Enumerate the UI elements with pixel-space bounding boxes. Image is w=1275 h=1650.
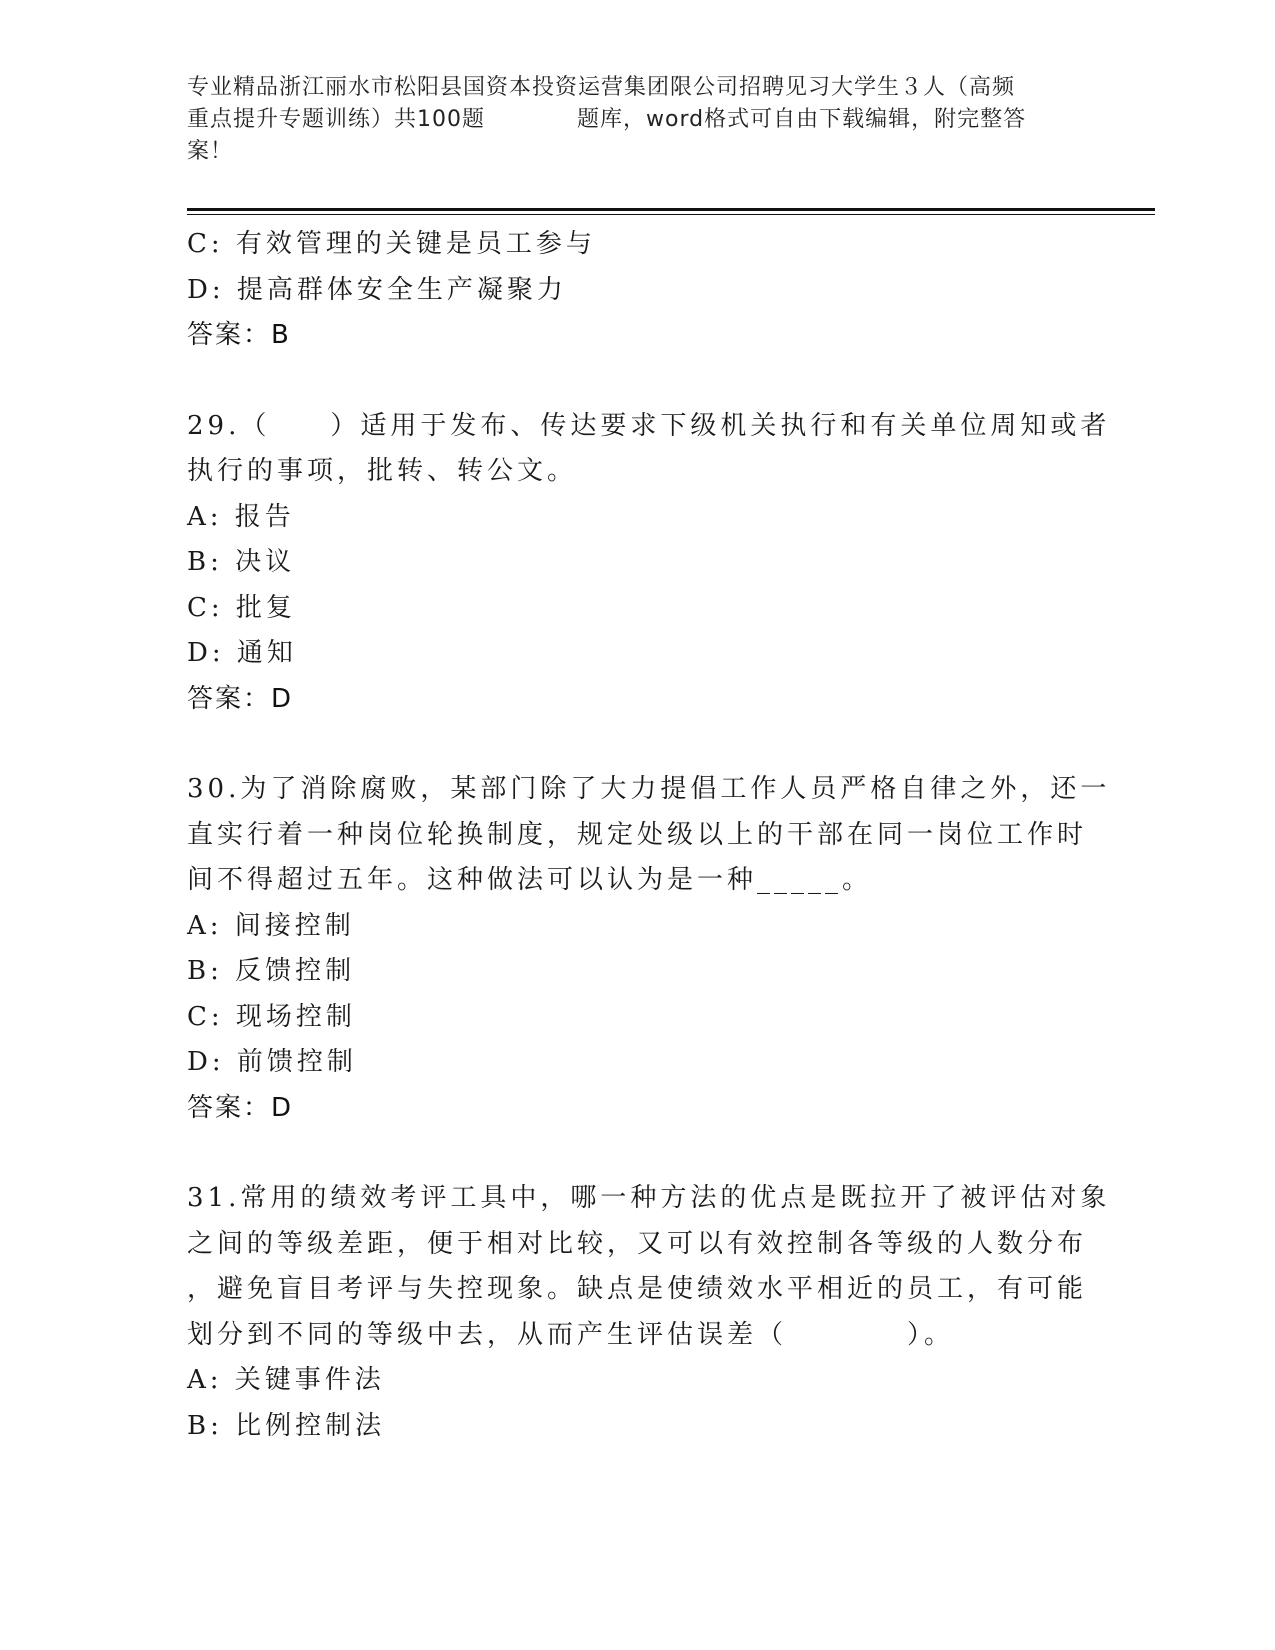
question-stem: 30.为了消除腐败，某部门除了大力提倡工作人员严格自律之外，还一 [187,774,1111,804]
header-line-3: 案！ [187,139,234,164]
answer: 答案：D [187,1092,294,1123]
option-d: D: 提高群体安全生产凝聚力 [187,274,567,305]
question-31 [187,1176,1111,1449]
question-stem: ，避免盲目考评与失控现象。缺点是使绩效水平相近的员工，有可能 [187,1274,1088,1304]
question-stem: 间不得超过五年。这种做法可以认为是一种_____。 [187,865,873,895]
question-28-tail [187,222,1087,359]
answer: 答案：B [187,320,291,350]
question-stem: 之间的等级差距，便于相对比较，又可以有效控制各等级的人数分布 [187,1228,1088,1259]
option-a: A: 报告 [187,501,295,532]
option-b: B: 决议 [187,547,296,577]
question-stem: 直实行着一种岗位轮换制度，规定处级以上的干部在同一岗位工作时 [187,819,1088,850]
header-line-2: 重点提升专题训练）共100题 题库，word格式可自由下载编辑，附完整答 [187,107,1027,132]
option-c: C: 现场控制 [187,1001,356,1032]
option-a: A: 关键事件法 [187,1365,385,1395]
option-d: D: 通知 [187,638,297,668]
question-30 [187,767,1111,1131]
question-stem: 执行的事项，批转、转公文。 [187,456,578,486]
option-c: C: 有效管理的关键是员工参与 [187,229,596,259]
question-stem: 划分到不同的等级中去，从而产生评估误差（ ）。 [187,1319,955,1350]
question-stem: 29.（ ）适用于发布、传达要求下级机关执行和有关单位周知或者 [187,410,1111,441]
document-header [187,72,1087,168]
option-c: C: 批复 [187,592,296,623]
option-d: D: 前馈控制 [187,1047,357,1077]
option-a: A: 间接控制 [187,910,355,941]
option-b: B: 比例控制法 [187,1410,386,1441]
header-rule-thin [187,214,1155,215]
question-29 [187,404,1111,723]
header-line-1: 专业精品浙江丽水市松阳县国资本投资运营集团限公司招聘见习大学生３人（高频 [187,75,1016,100]
document-body [187,222,1111,1449]
option-b: B: 反馈控制 [187,956,356,986]
header-rule-thick [187,208,1155,211]
question-stem: 31.常用的绩效考评工具中，哪一种方法的优点是既拉开了被评估对象 [187,1183,1111,1213]
answer: 答案：D [187,683,294,714]
